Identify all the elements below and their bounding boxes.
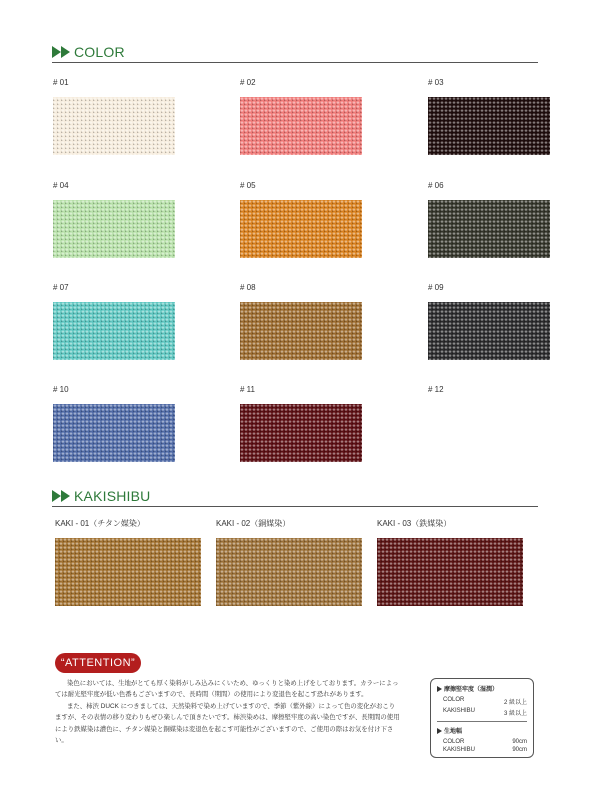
swatch-label: # 02 xyxy=(240,78,256,87)
double-arrow-icon xyxy=(52,46,70,58)
kakishibu-section-heading xyxy=(52,488,151,504)
info-row-name: KAKISHIBU xyxy=(443,747,476,753)
attention-badge: “ATTENTION” xyxy=(55,653,141,673)
swatch-label: # 03 xyxy=(428,78,444,87)
attention-text xyxy=(55,678,400,746)
info-row-value: 90cm xyxy=(512,747,527,753)
swatch-label: # 01 xyxy=(53,78,69,87)
color-swatch-09[interactable] xyxy=(428,302,550,360)
swatch-label: # 06 xyxy=(428,181,444,190)
info-row xyxy=(437,738,527,746)
info-row-value: 2 級以上 xyxy=(503,700,527,706)
color-section-title: COLOR xyxy=(74,44,125,60)
triangle-icon xyxy=(437,686,442,692)
info-row-value: 90cm xyxy=(512,739,527,745)
swatch-label: # 04 xyxy=(53,181,69,190)
swatch-label: # 12 xyxy=(428,385,444,394)
kaki-label: KAKI - 03（鉄媒染） xyxy=(377,519,452,528)
kaki-swatch-02[interactable] xyxy=(216,538,362,606)
triangle-icon xyxy=(437,728,442,734)
info-row-value: 3 級以上 xyxy=(503,711,527,717)
color-swatch-06[interactable] xyxy=(428,200,550,258)
swatch-label: # 10 xyxy=(53,385,69,394)
color-section-rule xyxy=(52,62,538,63)
color-swatch-03[interactable] xyxy=(428,97,550,155)
info-section-title: 摩擦堅牢度（湿潤） xyxy=(444,687,499,693)
info-row xyxy=(437,696,527,707)
info-row xyxy=(437,746,527,754)
color-swatch-01[interactable] xyxy=(53,97,175,155)
swatch-label: # 07 xyxy=(53,283,69,292)
specs-info-box xyxy=(430,678,534,758)
info-row-name: COLOR xyxy=(443,697,465,703)
kaki-swatch-03[interactable] xyxy=(377,538,523,606)
swatch-label: # 09 xyxy=(428,283,444,292)
color-swatch-08[interactable] xyxy=(240,302,362,360)
attention-paragraph-2: また、柿渋 DUCK につきましては、天然染料で染め上げていますので、季節（紫外線）によって色の変化がおこりますが、その表情の移り変わりもぜひ楽しんで頂きたいです。柿渋染めは、摩擦堅牢度の高い染色ですが、長期間の使用により鉄媒染は濃色に、チタン媒染と銅媒染は変退色を起こす可能性がございますので、ご使用の際はお気を付け下さい。 xyxy=(55,702,400,745)
color-swatch-11[interactable] xyxy=(240,404,362,462)
kakishibu-section-title: KAKISHIBU xyxy=(74,488,151,504)
info-divider xyxy=(437,721,527,722)
info-row-name: COLOR xyxy=(443,739,465,745)
double-arrow-icon xyxy=(52,490,70,502)
kakishibu-section-rule xyxy=(52,506,538,507)
info-section-title: 生地幅 xyxy=(444,729,463,735)
swatch-label: # 05 xyxy=(240,181,256,190)
color-swatch-04[interactable] xyxy=(53,200,175,258)
swatch-label: # 11 xyxy=(240,385,255,394)
swatch-label: # 08 xyxy=(240,283,256,292)
color-swatch-05[interactable] xyxy=(240,200,362,258)
info-section-heading xyxy=(437,726,527,735)
color-section-heading xyxy=(52,44,125,60)
info-row-name: KAKISHIBU xyxy=(443,708,476,714)
kaki-label: KAKI - 01（チタン媒染） xyxy=(55,519,145,528)
kaki-label: KAKI - 02（銅媒染） xyxy=(216,519,291,528)
color-swatch-02[interactable] xyxy=(240,97,362,155)
color-swatch-10[interactable] xyxy=(53,404,175,462)
kaki-swatch-01[interactable] xyxy=(55,538,201,606)
attention-paragraph-1: 染色においては、生地がとても厚く染料がしみ込みにくいため、ゆっくりと染め上げをしております。カラーによっては耐光堅牢度が低い色番もございますので、長時間（期間）の使用により変退色を起こす恐れがあります。 xyxy=(55,680,399,699)
info-row xyxy=(437,707,527,718)
info-section-heading xyxy=(437,684,527,693)
color-swatch-07[interactable] xyxy=(53,302,175,360)
